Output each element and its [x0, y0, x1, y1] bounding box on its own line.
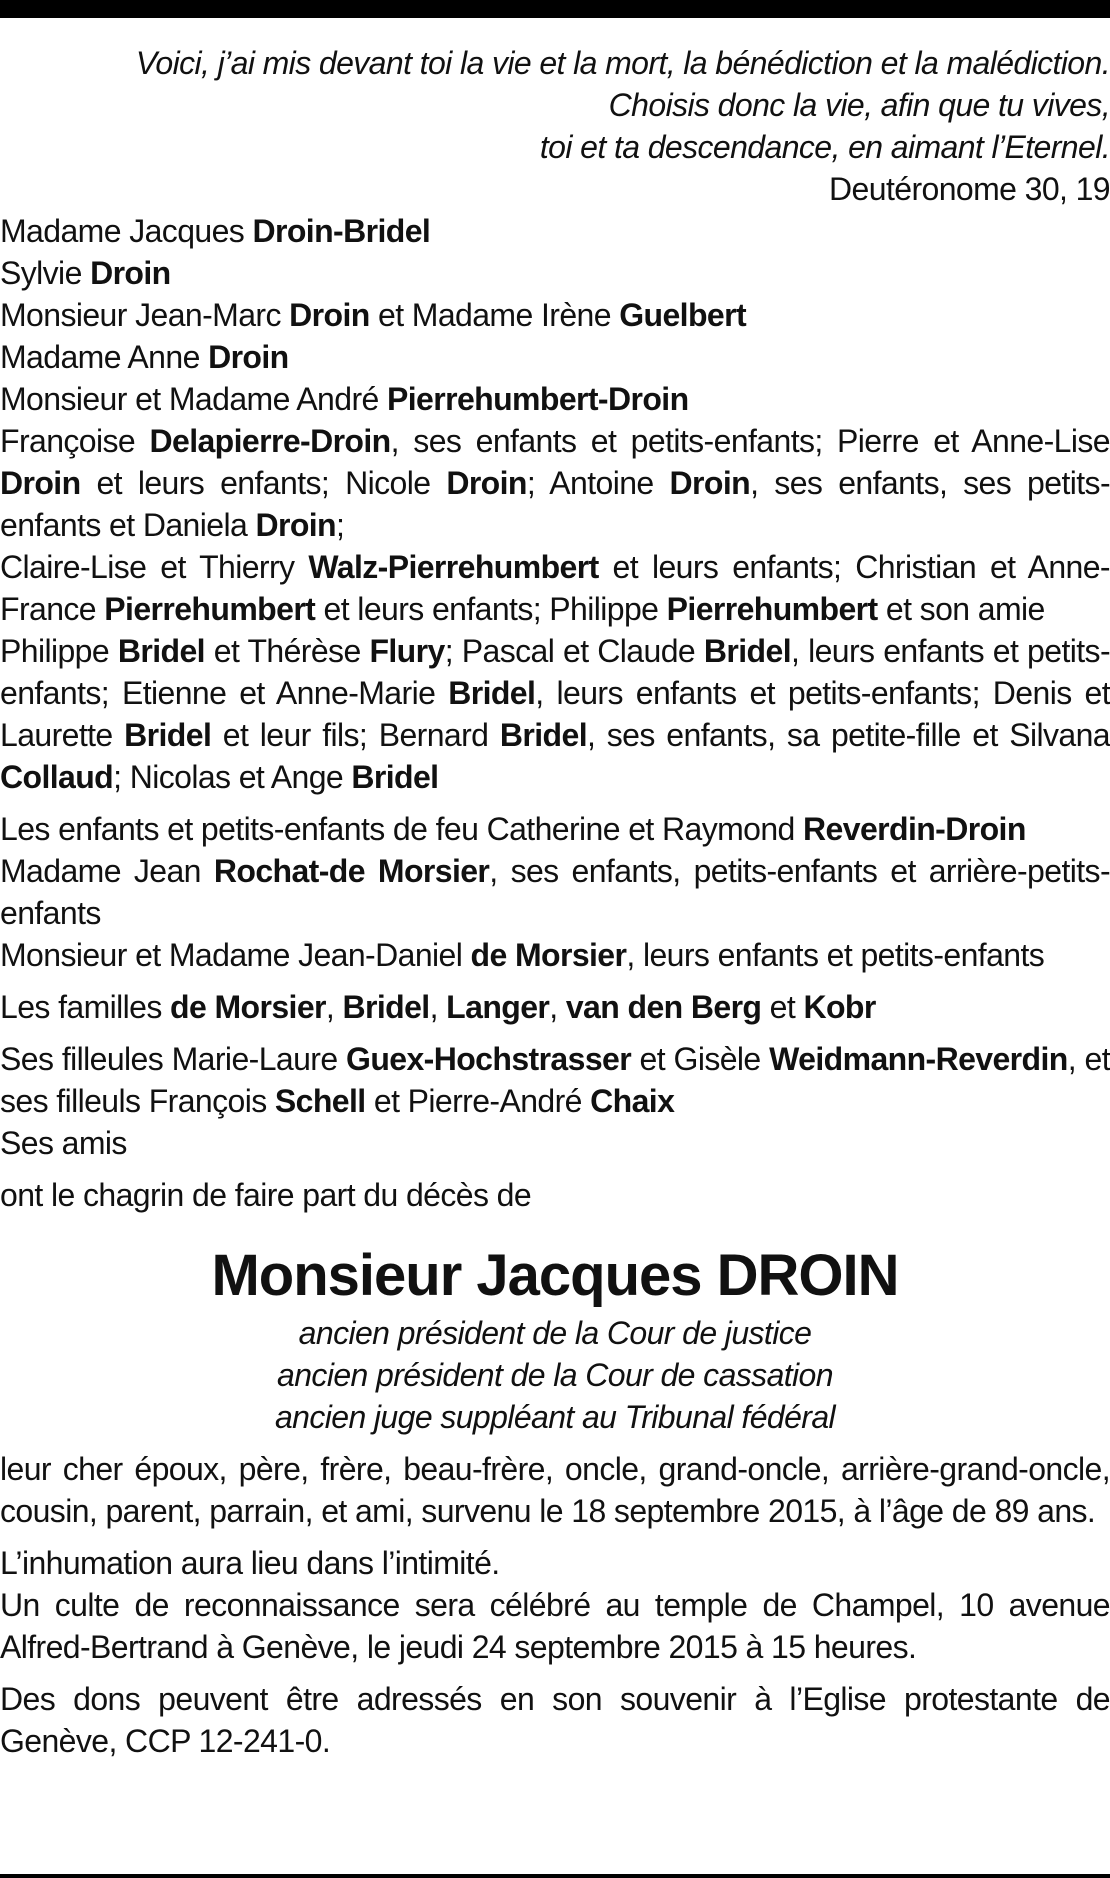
family-name: Bridel — [448, 675, 536, 711]
deceased-title: ancien juge suppléant au Tribunal fédéral — [274, 1399, 836, 1435]
service-paragraph: Un culte de reconnaissance sera célébré au temple de Champel, 10 avenue Alfred-Bertrand à Genève, le jeudi 24 septembre 2015 à 15 heures. — [0, 1587, 1110, 1665]
family-name: Droin — [446, 465, 527, 501]
family-name: Guelbert — [619, 297, 746, 333]
family-name: Droin — [669, 465, 751, 501]
family-name: Pierrehumbert-Droin — [387, 381, 689, 417]
family-line: Ses amis — [0, 1125, 127, 1161]
text: et leurs enfants; Philippe — [315, 591, 667, 627]
text: et Madame Irène — [369, 297, 620, 333]
family-name: Walz-Pierrehumbert — [308, 549, 599, 585]
family-paragraph — [0, 630, 1110, 798]
text: , leurs enfants et petits-enfants — [626, 937, 1045, 973]
family-name: Weidmann-Reverdin — [769, 1041, 1068, 1077]
family-name: Bridel — [342, 989, 430, 1025]
family-name: Bridel — [117, 633, 205, 669]
relation-paragraph: leur cher époux, père, frère, beau-frère, oncle, grand-oncle, arrière-grand-oncle, cousin, parent, parrain, et ami, survenu le 18 septembre 2015, à l’âge de 89 ans. — [0, 1451, 1110, 1529]
family-name: Droin — [90, 255, 171, 291]
text: , et ses filleuls François — [0, 1041, 1110, 1119]
text: , ses enfants, ses petits-enfants et Daniela — [0, 465, 1110, 543]
text: ; — [336, 507, 345, 543]
text: , ses enfants, sa petite-fille et Silvana — [586, 717, 1110, 753]
text: ; Antoine — [526, 465, 670, 501]
text: Les familles — [0, 989, 171, 1025]
family-paragraph — [0, 808, 1110, 850]
family-name: Bridel — [124, 717, 212, 753]
text: Monsieur et Madame Jean-Daniel — [0, 937, 471, 973]
text: Monsieur Jean-Marc — [0, 297, 290, 333]
family-paragraph — [0, 420, 1110, 546]
family-name: de Morsier — [470, 937, 627, 973]
family-paragraph — [0, 850, 1110, 934]
family-name: Droin — [255, 507, 337, 543]
family-name: Kobr — [803, 989, 876, 1025]
verse-line: Voici, j’ai mis devant toi la vie et la mort, la bénédiction et la malédiction. — [135, 45, 1110, 81]
family-name: Chaix — [590, 1083, 675, 1119]
deceased-title: ancien président de la Cour de cassation — [277, 1357, 833, 1393]
family-name: Pierrehumbert — [104, 591, 316, 627]
family-line — [0, 294, 1110, 336]
family-name: Droin — [208, 339, 289, 375]
family-name: Reverdin-Droin — [803, 811, 1026, 847]
bottom-rule — [0, 1874, 1110, 1878]
text: et leur fils; Bernard — [211, 717, 500, 753]
family-name: Droin — [0, 465, 81, 501]
text: et Gisèle — [631, 1041, 770, 1077]
text: , ses enfants et petits-enfants; Pierre et Anne-Lise — [390, 423, 1110, 459]
verse-reference: Deutéronome 30, 19 — [829, 171, 1110, 207]
text: , — [549, 989, 566, 1025]
family-line — [0, 986, 1110, 1028]
text: ; Pascal et Claude — [444, 633, 704, 669]
text: Ses filleules Marie-Laure — [0, 1041, 347, 1077]
family-line — [0, 252, 1110, 294]
family-line — [0, 934, 1110, 976]
donations-paragraph: Des dons peuvent être adressés en son souvenir à l’Eglise protestante de Genève, CCP 12-241-0. — [0, 1681, 1110, 1759]
text: , — [429, 989, 447, 1025]
family-name: Langer — [446, 989, 550, 1025]
family-line — [0, 336, 1110, 378]
family-name: Collaud — [0, 759, 114, 795]
text: Monsieur et Madame André — [0, 381, 387, 417]
obituary-notice — [0, 42, 1110, 1762]
family-line — [0, 210, 1110, 252]
text: Philippe — [0, 633, 118, 669]
family-name: Rochat-de Morsier — [213, 853, 490, 889]
text: , ses enfants, petits-enfants et arrière-petits-enfants — [0, 853, 1110, 931]
text: , leurs enfants et petits-enfants; Denis et Laurette — [0, 675, 1110, 753]
family-name: Droin-Bridel — [252, 213, 431, 249]
text: , leurs enfants et petits-enfants; Etienne et Anne-Marie — [0, 633, 1110, 711]
family-name: Flury — [369, 633, 445, 669]
deceased-name: Monsieur Jacques DROIN — [211, 1243, 899, 1308]
text: Madame Jacques — [0, 213, 253, 249]
family-name: Droin — [289, 297, 370, 333]
announcement-line: ont le chagrin de faire part du décès de — [0, 1177, 532, 1213]
family-name: Guex-Hochstrasser — [346, 1041, 632, 1077]
family-name: van den Berg — [565, 989, 762, 1025]
text: , — [325, 989, 343, 1025]
text: Sylvie — [0, 255, 91, 291]
family-paragraph — [0, 546, 1110, 630]
text: et Thérèse — [204, 633, 370, 669]
text: et — [761, 989, 804, 1025]
family-name: Bridel — [499, 717, 587, 753]
text: et son amie — [877, 591, 1045, 627]
deceased-title: ancien président de la Cour de justice — [298, 1315, 812, 1351]
text: Claire-Lise et Thierry — [0, 549, 309, 585]
burial-line: L’inhumation aura lieu dans l’intimité. — [0, 1545, 500, 1581]
text: Françoise — [0, 423, 150, 459]
text: Madame Jean — [0, 853, 214, 889]
top-rule — [0, 0, 1110, 18]
text: ; Nicolas et Ange — [113, 759, 352, 795]
family-paragraph — [0, 1038, 1110, 1122]
text: et Pierre-André — [365, 1083, 591, 1119]
family-name: Delapierre-Droin — [149, 423, 391, 459]
family-name: Pierrehumbert — [666, 591, 878, 627]
family-name: Bridel — [351, 759, 439, 795]
text: et leurs enfants; Christian et Anne-France — [0, 549, 1110, 627]
text: Madame Anne — [0, 339, 209, 375]
verse-line: toi et ta descendance, en aimant l’Eternel. — [539, 129, 1110, 165]
text: Les enfants et petits-enfants de feu Catherine et Raymond — [0, 811, 804, 847]
family-name: Schell — [274, 1083, 366, 1119]
family-line — [0, 378, 1110, 420]
family-name: de Morsier — [170, 989, 326, 1025]
verse-line: Choisis donc la vie, afin que tu vives, — [608, 87, 1110, 123]
text: et leurs enfants; Nicole — [80, 465, 447, 501]
family-name: Bridel — [703, 633, 791, 669]
